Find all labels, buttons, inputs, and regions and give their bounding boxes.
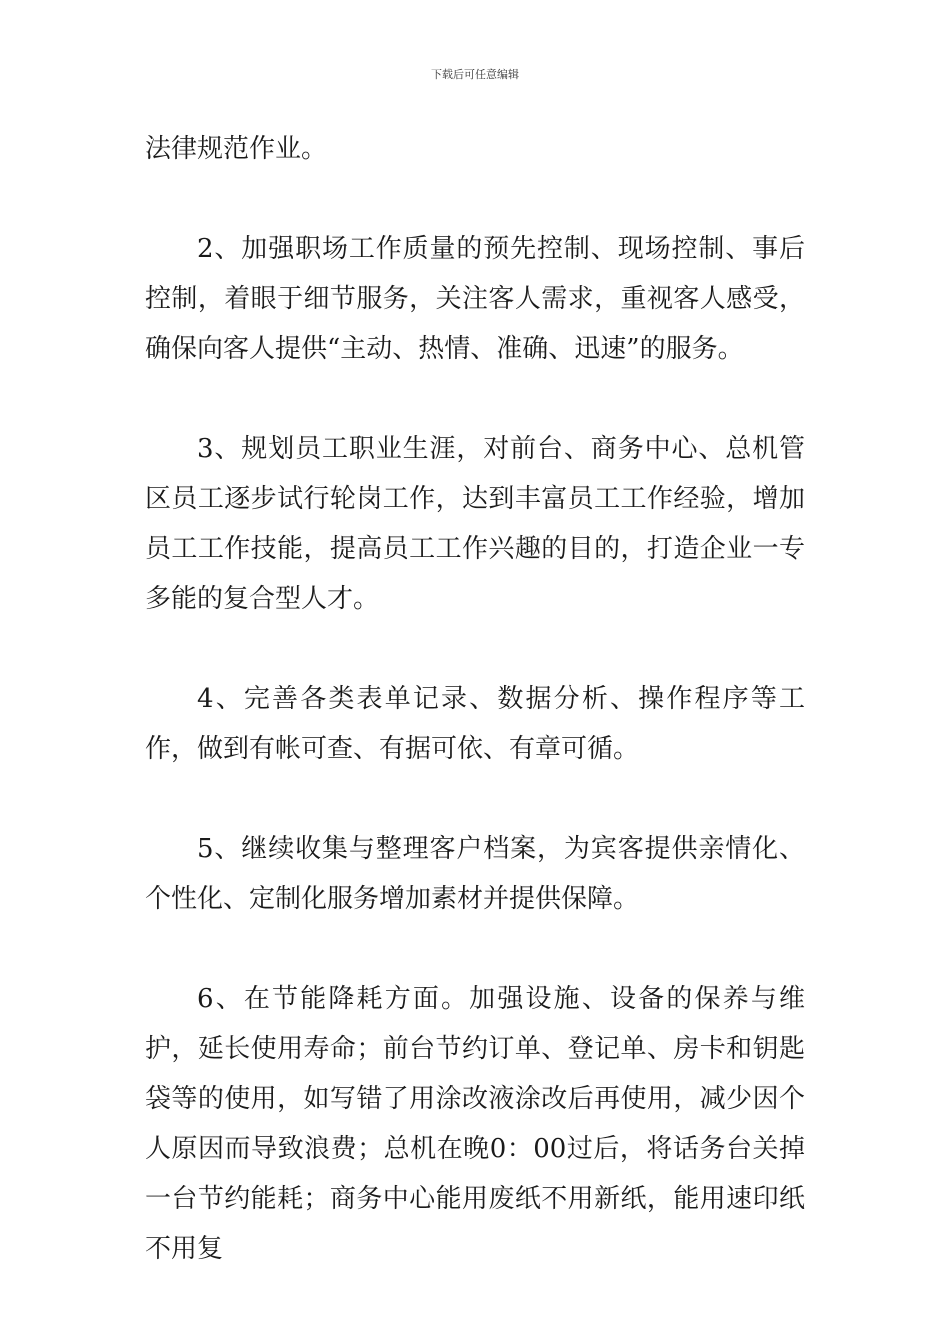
paragraph-item-6: 6、在节能降耗方面。加强设施、设备的保养与维护，延长使用寿命；前台节约订单、登记单、房卡和钥匙袋等的使用，如写错了用涂改液涂改后再使用，减少因个人原因而导致浪费；总机在晚0：00过后，将话务台关掉一台节约能耗；商务中心能用废纸不用新纸，能用速印纸不用复 [145, 984, 805, 1264]
paragraph-item-5: 5、继续收集与整理客户档案，为宾客提供亲情化、个性化、定制化服务增加素材并提供保障。 [145, 834, 805, 914]
paragraph-item-4: 4、完善各类表单记录、数据分析、操作程序等工作，做到有帐可查、有据可依、有章可循。 [145, 684, 805, 764]
page-header: 下载后可任意编辑 [431, 68, 519, 81]
paragraph-continuation: 法律规范作业。 [145, 134, 328, 164]
document-body [145, 124, 805, 1274]
paragraph-item-2: 2、加强职场工作质量的预先控制、现场控制、事后控制，着眼于细节服务，关注客人需求，重视客人感受，确保向客人提供“主动、热情、准确、迅速”的服务。 [145, 234, 805, 364]
paragraph-item-3: 3、规划员工职业生涯，对前台、商务中心、总机管区员工逐步试行轮岗工作，达到丰富员工工作经验，增加员工工作技能，提高员工工作兴趣的目的，打造企业一专多能的复合型人才。 [145, 434, 805, 614]
